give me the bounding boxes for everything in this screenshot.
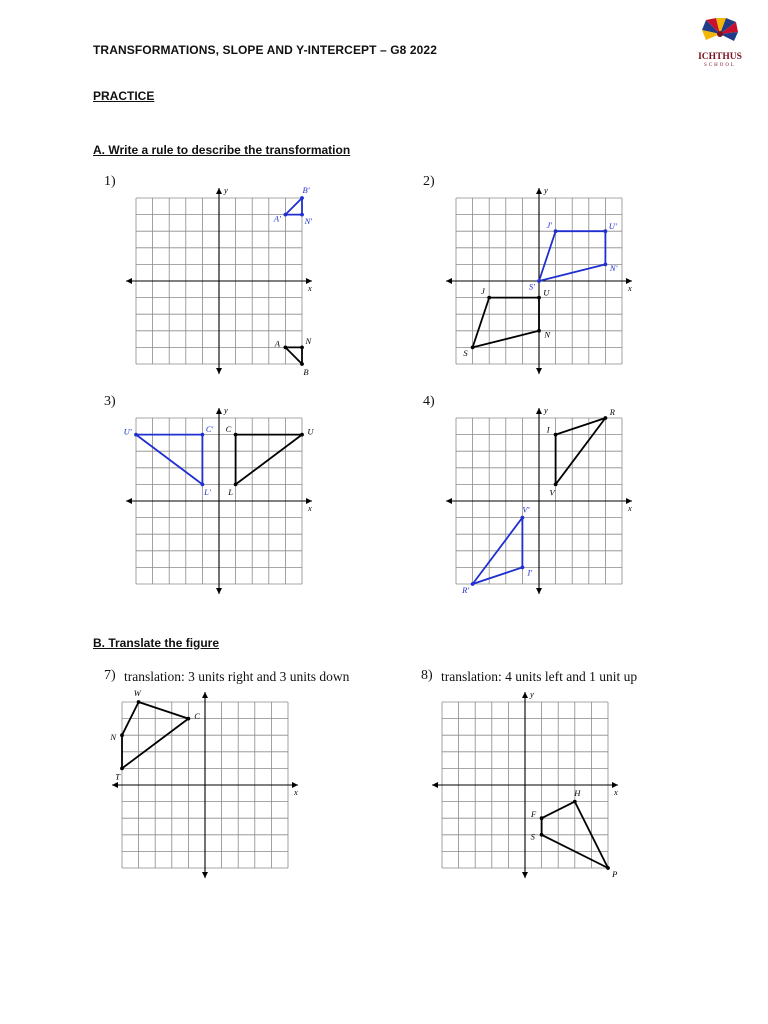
- y-axis-arrow: [536, 368, 542, 374]
- vertex-point: [540, 816, 544, 820]
- vertex-label: I': [527, 567, 533, 578]
- x-axis-arrow: [432, 782, 438, 788]
- vertex-label: S: [530, 831, 535, 842]
- vertex-point: [137, 700, 141, 704]
- vertex-label: N': [304, 215, 313, 226]
- x-axis-arrow: [126, 498, 132, 504]
- vertex-point: [300, 433, 304, 437]
- question-number: 2): [423, 174, 435, 189]
- vertex-point: [284, 346, 288, 350]
- vertex-point: [134, 433, 138, 437]
- vertex-label: C: [225, 424, 232, 435]
- section-a-heading: A. Write a rule to describe the transformation: [93, 143, 351, 157]
- y-axis-arrow: [522, 692, 528, 698]
- vertex-label: H: [574, 787, 581, 798]
- vertex-point: [120, 733, 124, 737]
- page-title: TRANSFORMATIONS, SLOPE AND Y-INTERCEPT – G8 2022: [93, 43, 437, 57]
- coordinate-grid: [98, 686, 328, 886]
- x-axis-label: x: [614, 787, 618, 797]
- vertex-label: J': [546, 219, 553, 230]
- vertex-point: [606, 866, 610, 870]
- y-axis-arrow: [202, 872, 208, 878]
- vertex-label: U': [608, 220, 617, 231]
- vertex-label: R': [462, 584, 470, 595]
- vertex-label: V: [549, 487, 555, 498]
- original-figure: [285, 347, 302, 364]
- vertex-label: L: [228, 486, 233, 497]
- y-axis-label: y: [544, 405, 548, 415]
- y-axis-arrow: [216, 408, 222, 414]
- vertex-point: [300, 346, 304, 350]
- y-axis-arrow: [202, 692, 208, 698]
- x-axis-label: x: [308, 283, 312, 293]
- coordinate-grid: [418, 686, 648, 886]
- vertex-label: B: [303, 367, 309, 378]
- vertex-point: [187, 717, 191, 721]
- y-axis-arrow: [216, 188, 222, 194]
- coordinate-grid: [432, 182, 662, 382]
- vertex-label: F: [530, 809, 537, 820]
- logo-name: ICHTHUS: [698, 52, 742, 62]
- coordinate-grid: [432, 402, 662, 602]
- vertex-point: [487, 296, 491, 300]
- vertex-label: C: [194, 711, 200, 722]
- vertex-label: B': [302, 184, 310, 195]
- vertex-point: [300, 196, 304, 200]
- vertex-label: R: [609, 407, 615, 418]
- question-number: 3): [104, 394, 116, 409]
- logo-subtitle: SCHOOL: [703, 63, 736, 68]
- x-axis-label: x: [628, 283, 632, 293]
- x-axis-arrow: [112, 782, 118, 788]
- vertex-label: A': [273, 213, 281, 224]
- y-axis-arrow: [216, 368, 222, 374]
- vertex-label: S: [463, 347, 468, 358]
- x-axis-label: x: [308, 503, 312, 513]
- y-axis-arrow: [536, 588, 542, 594]
- vertex-point: [234, 433, 238, 437]
- image-figure: [285, 198, 302, 215]
- vertex-point: [201, 483, 205, 487]
- coordinate-grid: [112, 402, 342, 602]
- vertex-point: [300, 213, 304, 217]
- vertex-label: N: [544, 329, 551, 340]
- vertex-label: P: [612, 869, 618, 880]
- vertex-label: N': [609, 262, 618, 273]
- vertex-point: [537, 296, 541, 300]
- vertex-label: N: [110, 731, 117, 742]
- question-number: 7): [104, 668, 116, 683]
- vertex-point: [604, 263, 608, 267]
- vertex-point: [554, 483, 558, 487]
- vertex-label: T: [115, 771, 120, 782]
- section-b-heading: B. Translate the figure: [93, 636, 220, 650]
- x-axis-label: x: [628, 503, 632, 513]
- vertex-point: [537, 329, 541, 333]
- vertex-point: [554, 229, 558, 233]
- vertex-point: [604, 229, 608, 233]
- question-number: 4): [423, 394, 435, 409]
- vertex-label: W: [133, 688, 141, 699]
- vertex-label: V': [522, 504, 530, 515]
- vertex-point: [573, 800, 577, 804]
- y-axis-label: y: [530, 689, 534, 699]
- vertex-point: [521, 566, 525, 570]
- y-axis-label: y: [224, 405, 228, 415]
- vertex-point: [471, 582, 475, 586]
- vertex-point: [521, 516, 525, 520]
- vertex-point: [234, 483, 238, 487]
- y-axis-arrow: [216, 588, 222, 594]
- vertex-label: L': [204, 486, 211, 497]
- y-axis-arrow: [522, 872, 528, 878]
- vertex-point: [554, 433, 558, 437]
- vertex-label: U: [543, 287, 550, 298]
- question-number: 8): [421, 668, 433, 683]
- y-axis-label: y: [224, 185, 228, 195]
- vertex-label: J: [480, 286, 485, 297]
- vertex-label: U: [307, 426, 314, 437]
- vertex-label: N: [305, 336, 312, 347]
- question-prompt: translation: 4 units left and 1 unit up: [441, 669, 638, 684]
- vertex-point: [604, 416, 608, 420]
- y-axis-label: y: [544, 185, 548, 195]
- vertex-point: [537, 279, 541, 283]
- practice-label: PRACTICE: [93, 89, 155, 103]
- vertex-point: [120, 767, 124, 771]
- question-number: 1): [104, 174, 116, 189]
- vertex-point: [471, 346, 475, 350]
- vertex-label: I: [546, 424, 550, 435]
- x-axis-arrow: [446, 278, 452, 284]
- vertex-point: [300, 362, 304, 366]
- vertex-label: U': [123, 426, 132, 437]
- x-axis-arrow: [446, 498, 452, 504]
- vertex-point: [201, 433, 205, 437]
- x-axis-arrow: [126, 278, 132, 284]
- vertex-point: [540, 833, 544, 837]
- y-axis-arrow: [536, 408, 542, 414]
- question-prompt: translation: 3 units right and 3 units down: [124, 669, 350, 684]
- coordinate-grid: [112, 182, 342, 382]
- vertex-label: S': [528, 281, 535, 292]
- x-axis-label: x: [294, 787, 298, 797]
- vertex-point: [284, 213, 288, 217]
- vertex-label: C': [205, 424, 214, 435]
- vertex-label: A: [274, 338, 280, 349]
- y-axis-arrow: [536, 188, 542, 194]
